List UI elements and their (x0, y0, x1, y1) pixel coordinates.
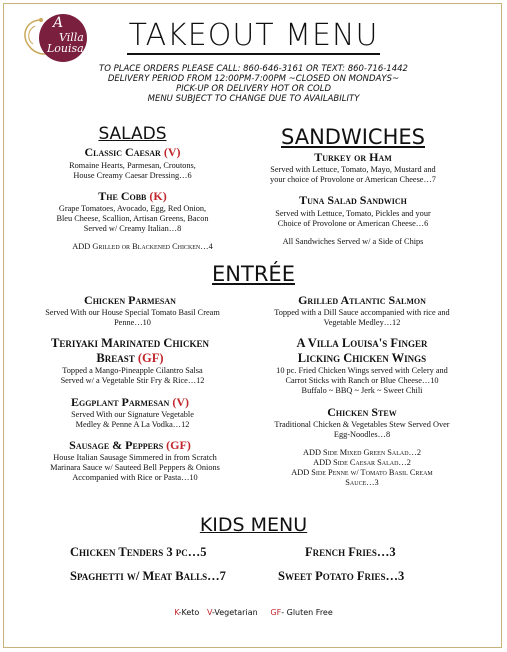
turkey-description: Served with Lettuce, Tomato, Mayo, Mustard and your choice of Provolone or American Cheese…7 (270, 165, 436, 184)
teriyaki-description: Topped a Mango-Pineapple Cilantro Salsa Served w/ a Vegetable Stir Fry & Rice…12 (60, 366, 205, 385)
sausage-description: House Italian Sausage Simmered in from Scratch Marinara Sauce w/ Sauteed Bell Peppers & Onions Accompanied with Rice or Pasta…10 (50, 453, 220, 482)
eggplant-description: Served With our Signature Vegetable Medley & Penne A La Vodka…12 (71, 410, 194, 429)
logo-text-villa: Villa (59, 31, 84, 44)
wings-description: 10 pc. Fried Chicken Wings served with Celery and Carrot Sticks with Ranch or Blue Cheese…10 Buffalo ~ BBQ ~ Jerk ~ Sweet Chili (276, 366, 448, 395)
kids-sweet-potato-fries: Sweet Potato Fries…3 (278, 569, 405, 583)
chicken-parmesan-description: Served With our House Special Tomato Basil Cream Penne…10 (45, 308, 220, 327)
kids-chicken-tenders: Chicken Tenders 3 pc…5 (70, 545, 207, 559)
side-item: Sauce…3 (345, 478, 379, 487)
info-line: PICK-UP OR DELIVERY HOT OR COLD (175, 84, 332, 94)
stew-title: Chicken Stew (327, 405, 397, 419)
menu-title: TAKEOUT MENU (128, 18, 379, 53)
side-item: ADD Side Mixed Green Salad…2 (303, 448, 421, 457)
entree-sides (252, 448, 472, 488)
logo-text-a: A (53, 15, 64, 31)
sandwiches-heading: SANDWICHES (281, 125, 425, 149)
sausage-title: Sausage & Peppers (GF) (69, 438, 191, 452)
wings-title: A Villa Louisa's Finger Licking Chicken Wings (296, 336, 428, 365)
caesar-title: Classic Caesar (V) (84, 145, 181, 159)
tuna-title: Tuna Salad Sandwich (299, 193, 407, 207)
sandwich-note: All Sandwiches Served w/ a Side of Chips (282, 237, 424, 246)
order-info (0, 64, 507, 104)
info-line: MENU SUBJECT TO CHANGE DUE TO AVAILABILITY (147, 94, 360, 104)
salmon-description: Topped with a Dill Sauce accompanied with rice and Vegetable Medley…12 (274, 308, 450, 327)
cobb-title: The Cobb (K) (98, 189, 167, 203)
caesar-description: Romaine Hearts, Parmesan, Croutons, House Creamy Caesar Dressing…6 (69, 161, 196, 180)
teriyaki-title: Teriyaki Marinated Chicken Breast (GF) (51, 336, 209, 365)
diet-legend: K-Keto V-Vegetarian GF- Gluten Free (174, 608, 333, 617)
entree-heading: ENTRÉE (212, 262, 295, 286)
side-item: ADD Side Caesar Salad…2 (313, 458, 411, 467)
kids-spaghetti: Spaghetti w/ Meat Balls…7 (70, 569, 226, 583)
kids-french-fries: French Fries…3 (305, 545, 396, 559)
salmon-title: Grilled Atlantic Salmon (298, 293, 426, 307)
turkey-title: Turkey or Ham (314, 150, 392, 164)
tuna-description: Served with Lettuce, Tomato, Pickles and your Choice of Provolone or American Cheese…6 (275, 209, 431, 228)
cobb-description: Grape Tomatoes, Avocado, Egg, Red Onion, Bleu Cheese, Scallion, Artisan Greens, Bacon Served w/ Creamy Italian…8 (56, 204, 209, 233)
info-line: TO PLACE ORDERS PLEASE CALL: 860-646-3161 OR TEXT: 860-716-1442 (99, 64, 408, 74)
logo-text-louisa: Louisa (47, 42, 84, 55)
chicken-parmesan-title: Chicken Parmesan (84, 293, 176, 307)
info-line: DELIVERY PERIOD FROM 12:00PM-7:00PM ~CLOSED ON MONDAYS~ (107, 74, 400, 84)
salads-heading: SALADS (98, 124, 167, 144)
side-item: ADD Side Penne w/ Tomato Basil Cream (291, 468, 433, 477)
stew-description: Traditional Chicken & Vegetables Stew Served Over Egg-Noodles…8 (274, 420, 450, 439)
salad-addon: ADD Grilled or Blackened Chicken…4 (72, 242, 213, 251)
kids-menu-heading: KIDS MENU (199, 514, 308, 536)
eggplant-title: Eggplant Parmesan (V) (70, 395, 189, 409)
